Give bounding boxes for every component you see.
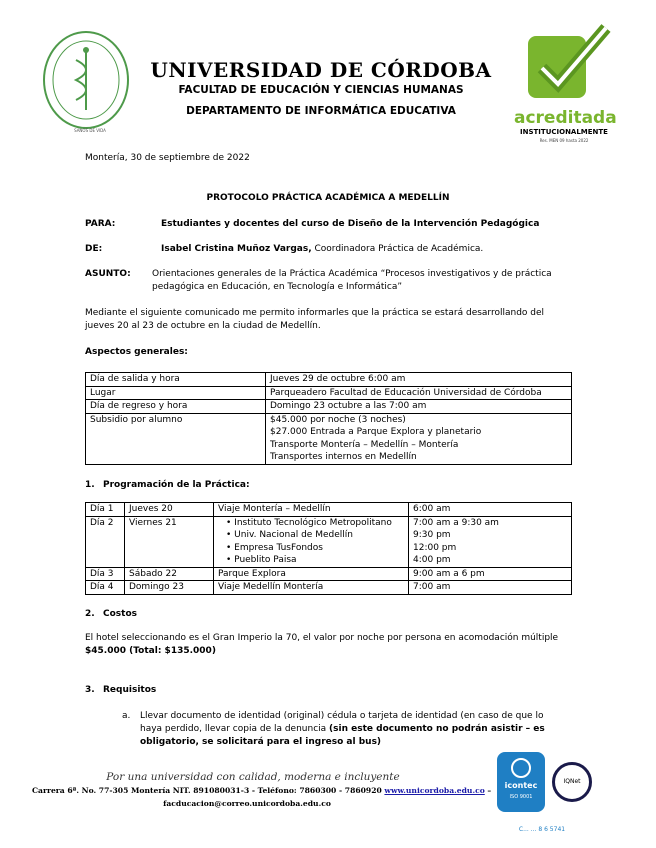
schedule-time	[409, 516, 572, 567]
general-label: Lugar	[86, 386, 266, 400]
subsidy-line: Transportes internos en Medellín	[270, 452, 417, 462]
checkmark-icon	[514, 24, 614, 108]
accreditation-logo	[514, 24, 617, 146]
para-value: Estudiantes y docentes del curso de Diseño de la Intervención Pedagógica	[161, 219, 540, 229]
accredited-label: acreditada	[514, 108, 617, 128]
schedule-table	[85, 502, 572, 595]
requirement-warning: (sin este documento no podrán asistir – es	[329, 724, 545, 734]
time-value: 9:30 pm	[413, 530, 451, 540]
schedule-activity	[214, 516, 409, 567]
table-row	[86, 386, 572, 400]
asunto-label: ASUNTO:	[85, 269, 131, 279]
costs-heading-number: 2.	[85, 609, 95, 619]
schedule-time: 9:00 am a 6 pm	[409, 567, 572, 581]
schedule-day: Día 2	[86, 516, 125, 567]
costs-line-1: El hotel seleccionando es el Gran Imperio la 70, el valor por noche por persona en acomodación múltiple	[85, 633, 559, 643]
schedule-day: Día 4	[86, 581, 125, 595]
university-seal	[40, 30, 132, 136]
subsidy-line: Transporte Montería – Medellín – Montería	[270, 439, 459, 450]
schedule-time: 6:00 am	[409, 503, 572, 517]
requirement-line-2	[140, 724, 545, 734]
de-name: Isabel Cristina Muñoz Vargas,	[161, 244, 312, 254]
seal-icon	[40, 30, 132, 136]
faculty-name: FACULTAD DE EDUCACIÓN Y CIENCIAS HUMANAS	[178, 84, 464, 96]
schedule-date: Domingo 23	[125, 581, 214, 595]
schedule-day: Día 1	[86, 503, 125, 517]
activity-name: Empresa TusFondos	[234, 542, 323, 553]
time-value: 12:00 pm	[413, 542, 457, 553]
list-item: • Pueblito Paisa	[226, 555, 297, 565]
intro-line-1: Mediante el siguiente comunicado me permito informarles que la práctica se estará desarrollando del	[85, 308, 545, 318]
footer-address	[32, 786, 492, 795]
accredited-note: Res. MEN 09 hasta 2022	[539, 138, 589, 143]
asunto-line-2: pedagógica en Educación, en Tecnología e Informática”	[152, 282, 403, 292]
table-row	[86, 567, 572, 581]
iqnet-badge	[552, 762, 592, 802]
website-link[interactable]: www.unicordoba.edu.co	[384, 786, 485, 795]
table-row	[86, 516, 572, 567]
footer-email: facducacion@correo.unicordoba.edu.co	[163, 799, 331, 808]
icontec-icon	[511, 758, 531, 778]
schedule-day: Día 3	[86, 567, 125, 581]
general-value	[266, 413, 572, 464]
iqnet-label: IQNet	[563, 778, 581, 785]
table-row	[86, 581, 572, 595]
table-row	[86, 503, 572, 517]
requirement-text: haya perdido, llevar copia de la denuncia	[140, 724, 330, 734]
intro-line-2: jueves 20 al 23 de octubre en la ciudad de Medellín.	[85, 321, 321, 331]
schedule-date: Sábado 22	[125, 567, 214, 581]
list-item: • Univ. Nacional de Medellín	[226, 530, 353, 540]
requirement-letter: a.	[122, 711, 131, 721]
schedule-heading: Programación de la Práctica:	[103, 480, 250, 490]
requirements-heading: Requisitos	[103, 685, 157, 695]
costs-line-2: $45.000 (Total: $135.000)	[85, 646, 216, 656]
de-value	[161, 244, 483, 254]
seal-caption: SANOS DE VIDA	[74, 128, 106, 133]
address-text: Carrera 6ª. No. 77-305 Montería NIT. 891080031-3 - Teléfono: 7860300 - 7860920	[32, 786, 385, 795]
de-role: Coordinadora Práctica de Académica.	[311, 244, 484, 254]
general-value: Jueves 29 de octubre 6:00 am	[266, 373, 572, 387]
general-label: Día de salida y hora	[86, 373, 266, 387]
document-title: PROTOCOLO PRÁCTICA ACADÉMICA A MEDELLÍN	[206, 193, 450, 203]
requirements-heading-number: 3.	[85, 685, 95, 695]
asunto-line-1: Orientaciones generales de la Práctica Académica “Procesos investigativos y de práctica	[152, 269, 552, 279]
table-row	[86, 400, 572, 414]
schedule-date: Jueves 20	[125, 503, 214, 517]
requirement-line-3: obligatorio, se solicitará para el ingreso al bus)	[140, 737, 382, 747]
subsidy-line: $45.000 por noche (3 noches)	[270, 414, 406, 425]
university-title: UNIVERSIDAD DE CÓRDOBA	[150, 58, 492, 82]
schedule-activity: Viaje Montería – Medellín	[214, 503, 409, 517]
schedule-date: Viernes 21	[125, 516, 214, 567]
schedule-heading-number: 1.	[85, 480, 95, 490]
activity-name: Pueblito Paisa	[234, 555, 297, 565]
list-item: • Instituto Tecnológico Metropolitano	[226, 517, 392, 528]
document-date: Montería, 30 de septiembre de 2022	[85, 153, 250, 163]
general-label: Subsidio por alumno	[86, 413, 266, 464]
general-label: Día de regreso y hora	[86, 400, 266, 414]
para-label: PARA:	[85, 219, 116, 229]
costs-heading: Costos	[103, 609, 137, 619]
de-label: DE:	[85, 244, 103, 254]
footer-slogan: Por una universidad con calidad, moderna e incluyente	[106, 771, 400, 783]
time-value: 7:00 am a 9:30 am	[413, 517, 499, 528]
list-item: • Empresa TusFondos	[226, 542, 323, 553]
activity-name: Univ. Nacional de Medellín	[234, 530, 353, 540]
requirement-line-1: Llevar documento de identidad (original) cédula o tarjeta de identidad (en caso de que lo	[140, 711, 544, 721]
icontec-label: icontec	[504, 781, 538, 790]
general-value: Parqueadero Facultad de Educación Universidad de Córdoba	[266, 386, 572, 400]
subsidy-line: $27.000 Entrada a Parque Explora y planetario	[270, 427, 482, 437]
table-row	[86, 413, 572, 464]
time-value: 4:00 pm	[413, 555, 451, 565]
certification-number: C... ... 8 6 5741	[518, 826, 566, 833]
general-table	[85, 372, 572, 465]
general-heading: Aspectos generales:	[85, 347, 188, 357]
department-name: DEPARTAMENTO DE INFORMÁTICA EDUCATIVA	[186, 105, 456, 117]
activity-name: Instituto Tecnológico Metropolitano	[234, 517, 392, 528]
general-value: Domingo 23 octubre a las 7:00 am	[266, 400, 572, 414]
address-suffix: –	[484, 786, 492, 795]
table-row	[86, 373, 572, 387]
iso-label: ISO 9001	[509, 794, 533, 800]
schedule-activity: Viaje Medellín Montería	[214, 581, 409, 595]
schedule-time: 7:00 am	[409, 581, 572, 595]
accredited-sublabel: INSTITUCIONALMENTE	[520, 128, 608, 136]
icontec-badge	[497, 752, 545, 812]
schedule-activity: Parque Explora	[214, 567, 409, 581]
